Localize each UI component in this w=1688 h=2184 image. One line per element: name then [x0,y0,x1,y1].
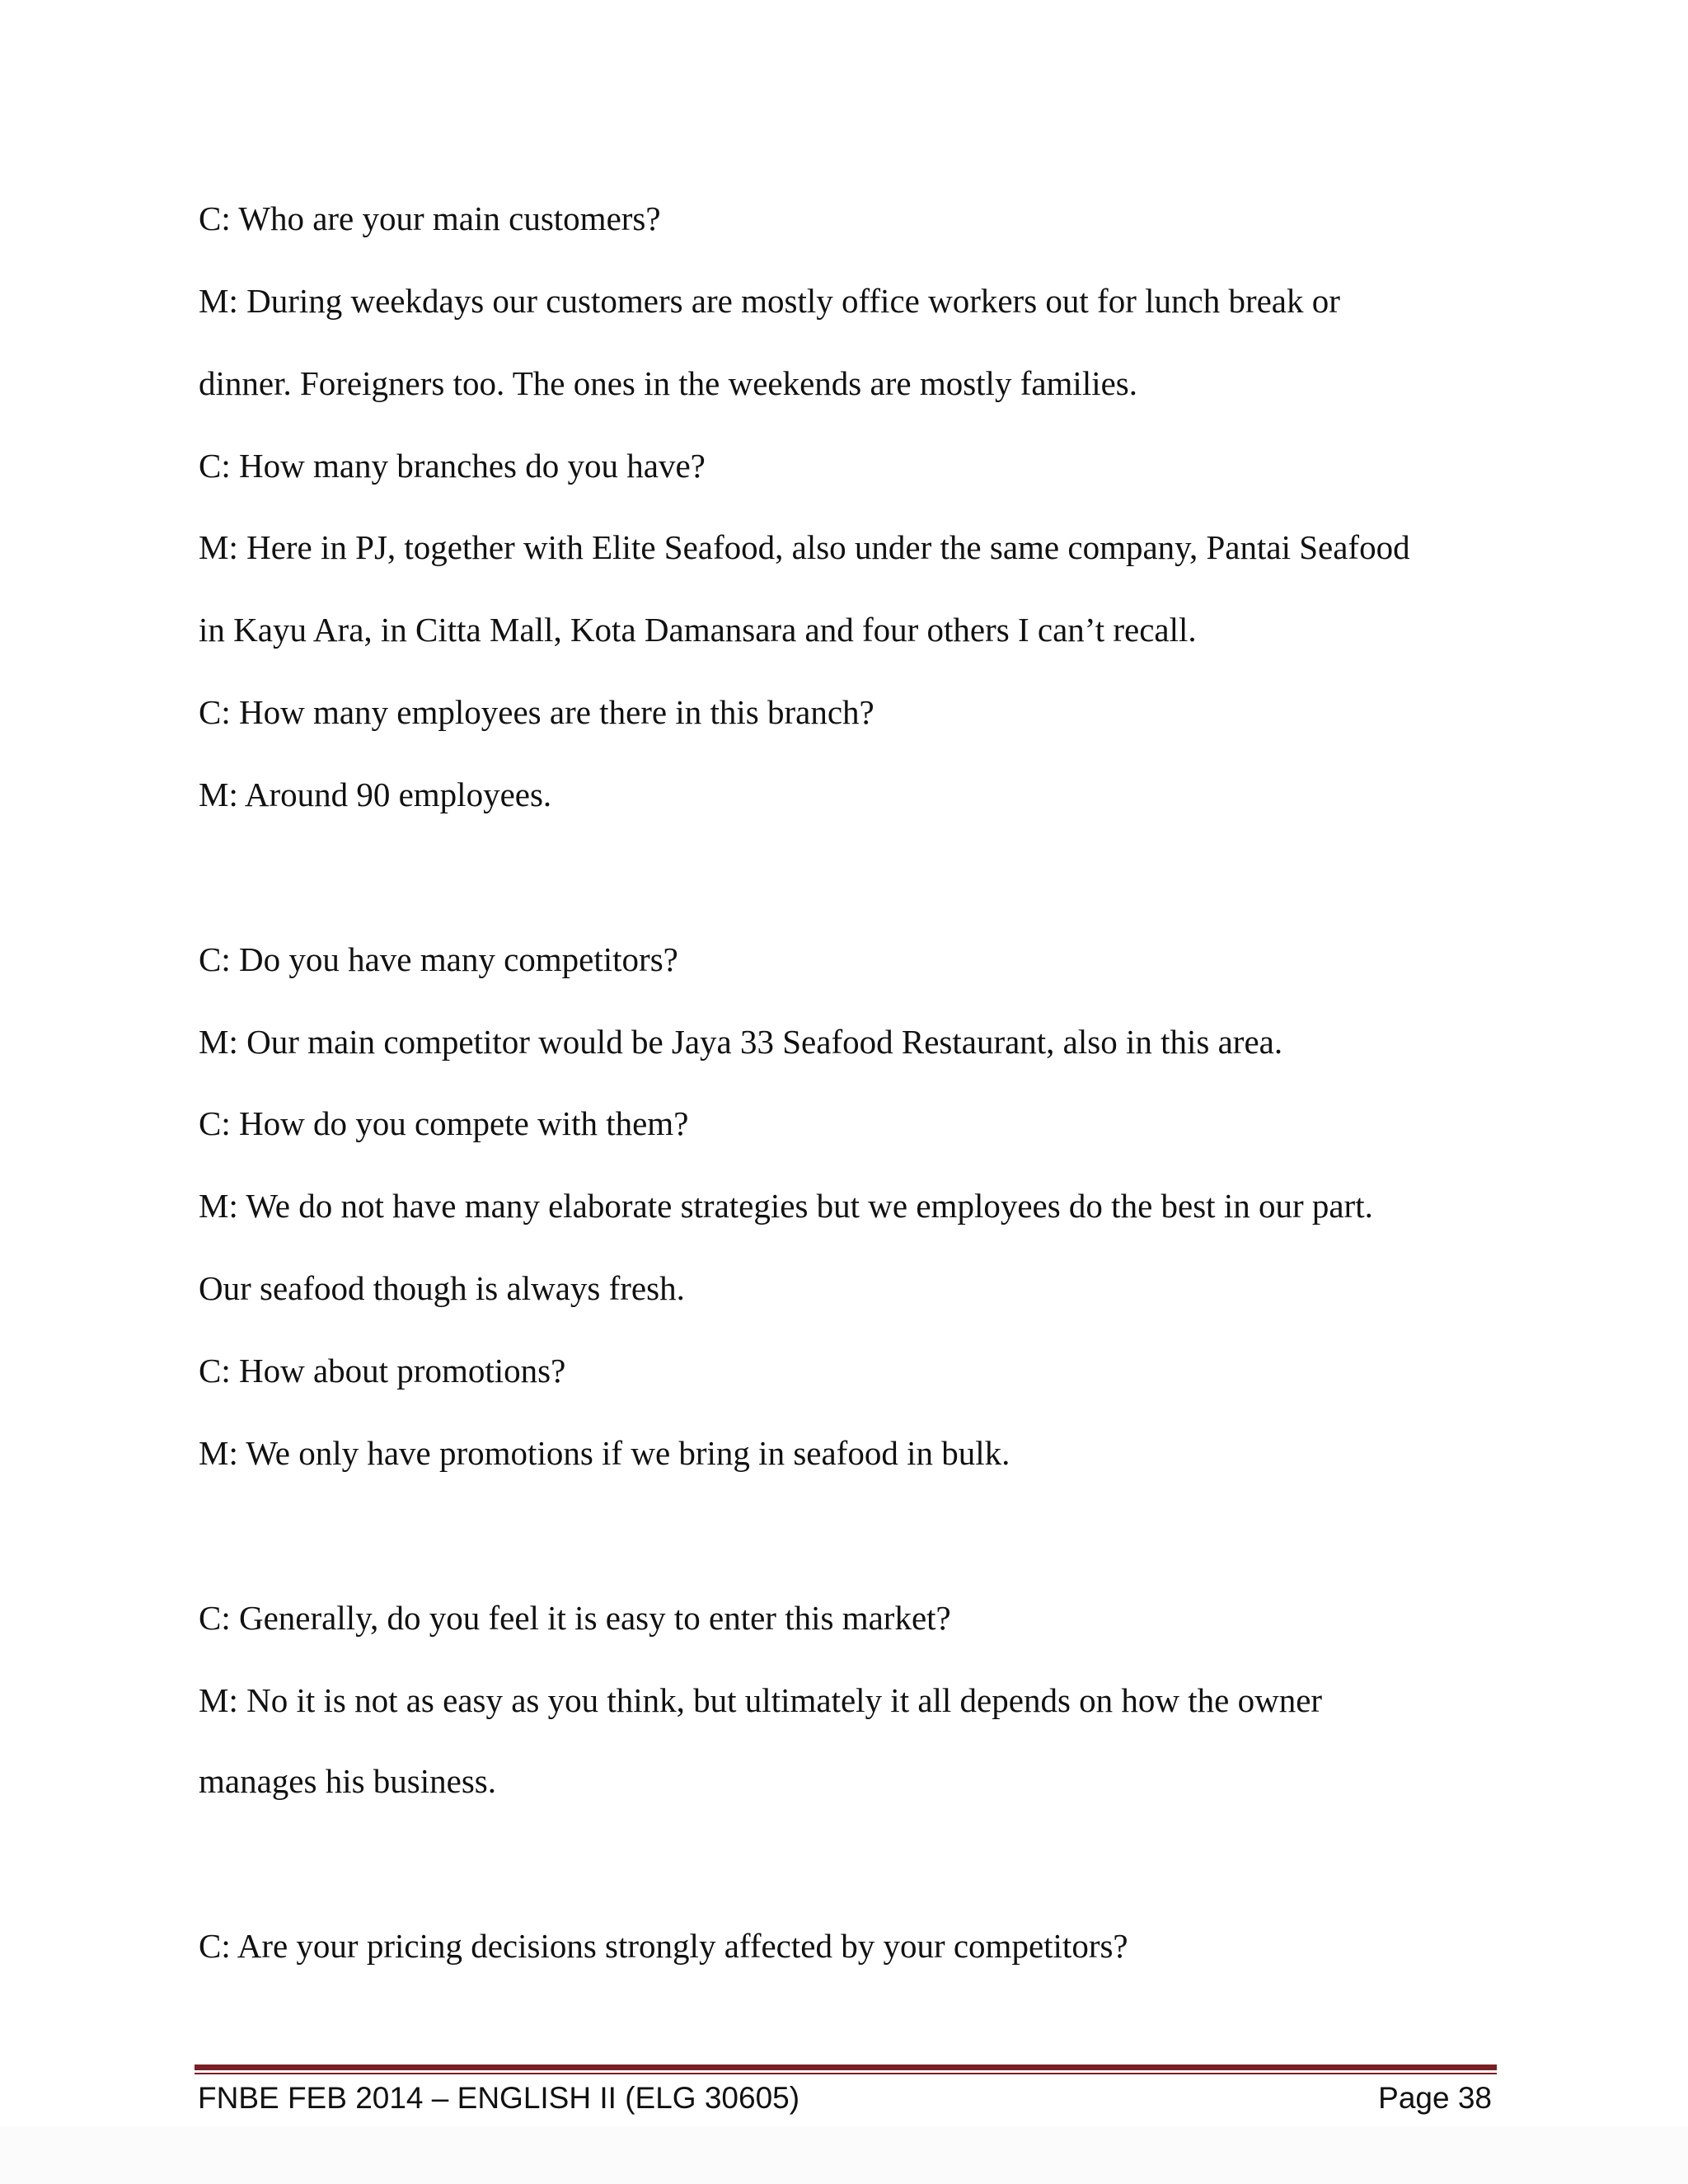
question-employees: C: How many employees are there in this branch? [199,693,874,731]
answer-promotions: M: We only have promotions if we bring in seafood in bulk. [199,1434,1010,1472]
footer-page-number: Page 38 [1378,2081,1492,2115]
answer-market-entry-line-2: manages his business. [199,1762,496,1800]
page-bottom-margin [0,2126,1688,2184]
answer-branches-line-1: M: Here in PJ, together with Elite Seafood, also under the same company, Pantai Seafood [199,528,1410,566]
footer-divider-thin [195,2073,1497,2074]
answer-compete-line-1: M: We do not have many elaborate strategies but we employees do the best in our part. [199,1187,1373,1225]
question-main-customers: C: Who are your main customers? [199,199,661,237]
question-compete: C: How do you compete with them? [199,1104,689,1142]
answer-market-entry-line-1: M: No it is not as easy as you think, but ultimately it all depends on how the owner [199,1681,1323,1719]
question-branches: C: How many branches do you have? [199,447,706,485]
footer-divider [195,2064,1497,2070]
question-competitors: C: Do you have many competitors? [199,940,678,978]
answer-main-customers-line-2: dinner. Foreigners too. The ones in the weekends are mostly families. [199,364,1138,402]
answer-employees: M: Around 90 employees. [199,776,552,813]
question-promotions: C: How about promotions? [199,1352,566,1390]
answer-main-customers-line-1: M: During weekdays our customers are mostly office workers out for lunch break or [199,282,1340,320]
answer-branches-line-2: in Kayu Ara, in Citta Mall, Kota Damansara and four others I can’t recall. [199,611,1197,649]
question-market-entry: C: Generally, do you feel it is easy to enter this market? [199,1599,951,1637]
answer-competitors: M: Our main competitor would be Jaya 33 Seafood Restaurant, also in this area. [199,1023,1283,1061]
question-pricing: C: Are your pricing decisions strongly affected by your competitors? [199,1927,1128,1965]
footer-course-title: FNBE FEB 2014 – ENGLISH II (ELG 30605) [198,2081,800,2115]
answer-compete-line-2: Our seafood though is always fresh. [199,1269,685,1307]
